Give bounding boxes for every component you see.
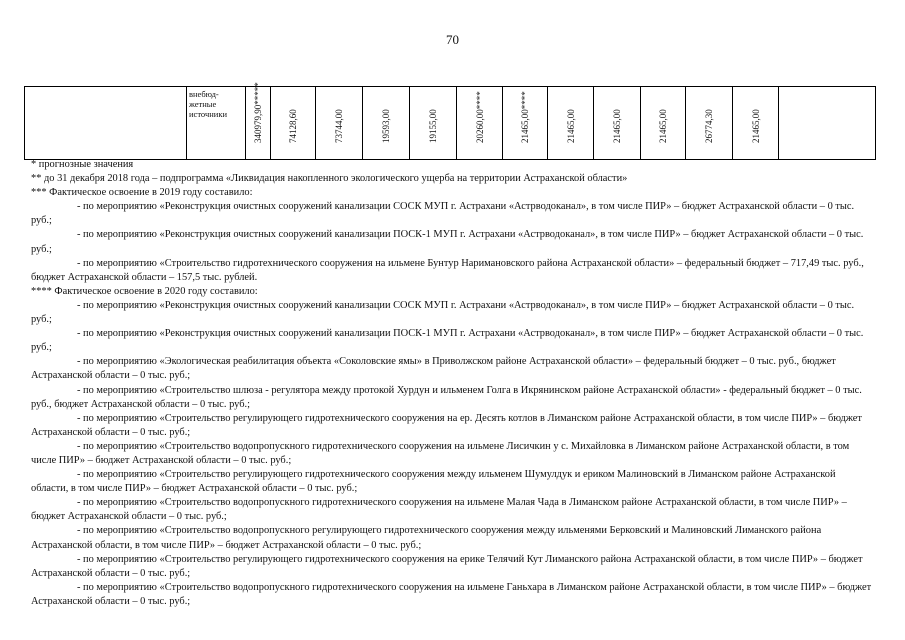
list-item: - по мероприятию «Строительство регулирующего гидротехнического сооружения на ер. Десять котлов в Лиманском районе Астраханской области, в том числе ПИР» – бюджет Астраханской области – 0 тыс. руб.; [31,412,862,438]
value-2018: 74128,60 [288,109,298,143]
value-2024: 21465,00 [565,109,576,143]
list-item: - по мероприятию «Строительство регулирующего гидротехнического сооружения на ерике Телячий Кут Лиманского района Астраханской области, в том числе ПИР» – бюджет Астраханской области – 0 тыс. руб.; [31,553,863,579]
empty-cell [25,87,187,160]
footnotes [31,158,873,609]
value-2027: 26774,30 [704,109,714,143]
value-cell [733,87,779,160]
table-row [25,87,876,160]
value-cell [316,87,363,160]
list-item: - по мероприятию «Экологическая реабилитация объекта «Соколовские ямы» в Приволжском районе Астраханской области» – федеральный бюджет – 0 тыс. руб., бюджет Астраханской области – 0 тыс. руб.; [31,356,836,382]
value-cell [548,87,594,160]
value-cell [641,87,686,160]
list-item: - по мероприятию «Строительство водопропускного гидротехнического сооружения на ильмене Ганьхара в Лиманском районе Астраханской области, в том числе ПИР» – бюджет Астраханской области – 0 тыс. руб.; [31,581,872,607]
source-label-cell: внебюд- жетные источники [187,87,246,160]
value-2028: 21465,00 [750,109,761,143]
list-item: - по мероприятию «Реконструкция очистных сооружений канализации ПОСК-1 МУП г. Астрахани «Астрводоканал», в том числе ПИР» – бюджет Астраханской области – 0 тыс. руб.; [31,328,864,354]
list-item: - по мероприятию «Реконструкция очистных сооружений канализации СОСК МУП г. Астрахани «Астрводоканал», в том числе ПИР» – бюджет Астраханской области – 0 тыс. руб.; [31,299,855,326]
value-2026: 21465,00 [658,109,668,143]
value-cell [594,87,641,160]
footnote-subprogram: ** до 31 декабря 2018 года – подпрограмма «Ликвидация накопленного экологического ущерба на территории Астраханской области» [31,173,628,185]
footnote-forecast: * прогнозные значения [31,159,134,170]
footnote-2019-heading: *** Фактическое освоение в 2019 году составило: [31,187,253,199]
value-2023: 21465,00**** [520,91,530,143]
list-item: - по мероприятию «Строительство гидротехнического сооружения на ильмене Бунтур Наримановского района Астраханской области» – федеральный бюджет – 717,49 тыс. руб., бюджет Астраханской области – 157,5 тыс. рублей. [31,257,864,283]
list-item: - по мероприятию «Реконструкция очистных сооружений канализации СОСК МУП г. Астрахани «Астрводоканал», в том числе ПИР» – бюджет Астраханской области – 0 тыс. руб.; [31,201,855,227]
budget-table [24,82,876,160]
list-item: - по мероприятию «Реконструкция очистных сооружений канализации ПОСК-1 МУП г. Астрахани «Астрводоканал», в том числе ПИР» – бюджет Астраханской области – 0 тыс. руб.; [31,229,864,255]
value-cell [363,87,410,160]
list-item: - по мероприятию «Строительство водопропускного гидротехнического сооружения на ильмене Лисичкин у с. Михайловка в Лиманском районе Астраханской области, в том числе ПИР» – бюджет Астраханской области – 0 тыс. руб.; [31,440,850,466]
value-cell [457,87,503,160]
footnote-2020-heading: **** Фактическое освоение в 2020 году составило: [31,285,258,297]
list-item: - по мероприятию «Строительство водопропускного регулирующего гидротехнического сооружения между ильменями Берковский и Малиновский Лиманского района Астраханской области, в том числе ПИР» – бюджет Астраханской области – 0 тыс. руб.; [31,525,822,551]
value-cell [246,82,271,160]
value-2019: 73744,00 [334,109,344,143]
empty-cell [779,87,876,160]
value-cell [503,87,548,160]
list-item: - по мероприятию «Строительство шлюза - регулятора между протокой Хурдун и ильменем Голга в Икрянинском районе Астраханской области» - федеральный бюджет – 0 тыс. руб., бюджет Астраханской области – 0 тыс. руб.; [31,384,862,410]
value-2021: 19155,00 [428,109,438,143]
page-number: 70 [446,32,459,47]
list-item: - по мероприятию «Строительство водопропускного гидротехнического сооружения на ильмене Малая Чада в Лиманском районе Астраханской области, в том числе ПИР» – бюджет Астраханской области – 0 тыс. руб.; [31,497,847,523]
value-2022: 20260,00**** [474,91,485,143]
value-cell [686,87,733,160]
value-cell [271,87,316,160]
value-2017: 340979,90***** [253,82,263,143]
value-2025: 21465,00 [612,109,622,143]
value-cell [410,87,457,160]
list-item: - по мероприятию «Строительство регулирующего гидротехнического сооружения между ильменем Шумулдук и ериком Малиновский в Лиманском районе Астраханской области, в том числе ПИР» – бюджет Астраханской области – 0 тыс. руб.; [31,469,836,495]
value-2020: 19593,00 [381,109,391,143]
